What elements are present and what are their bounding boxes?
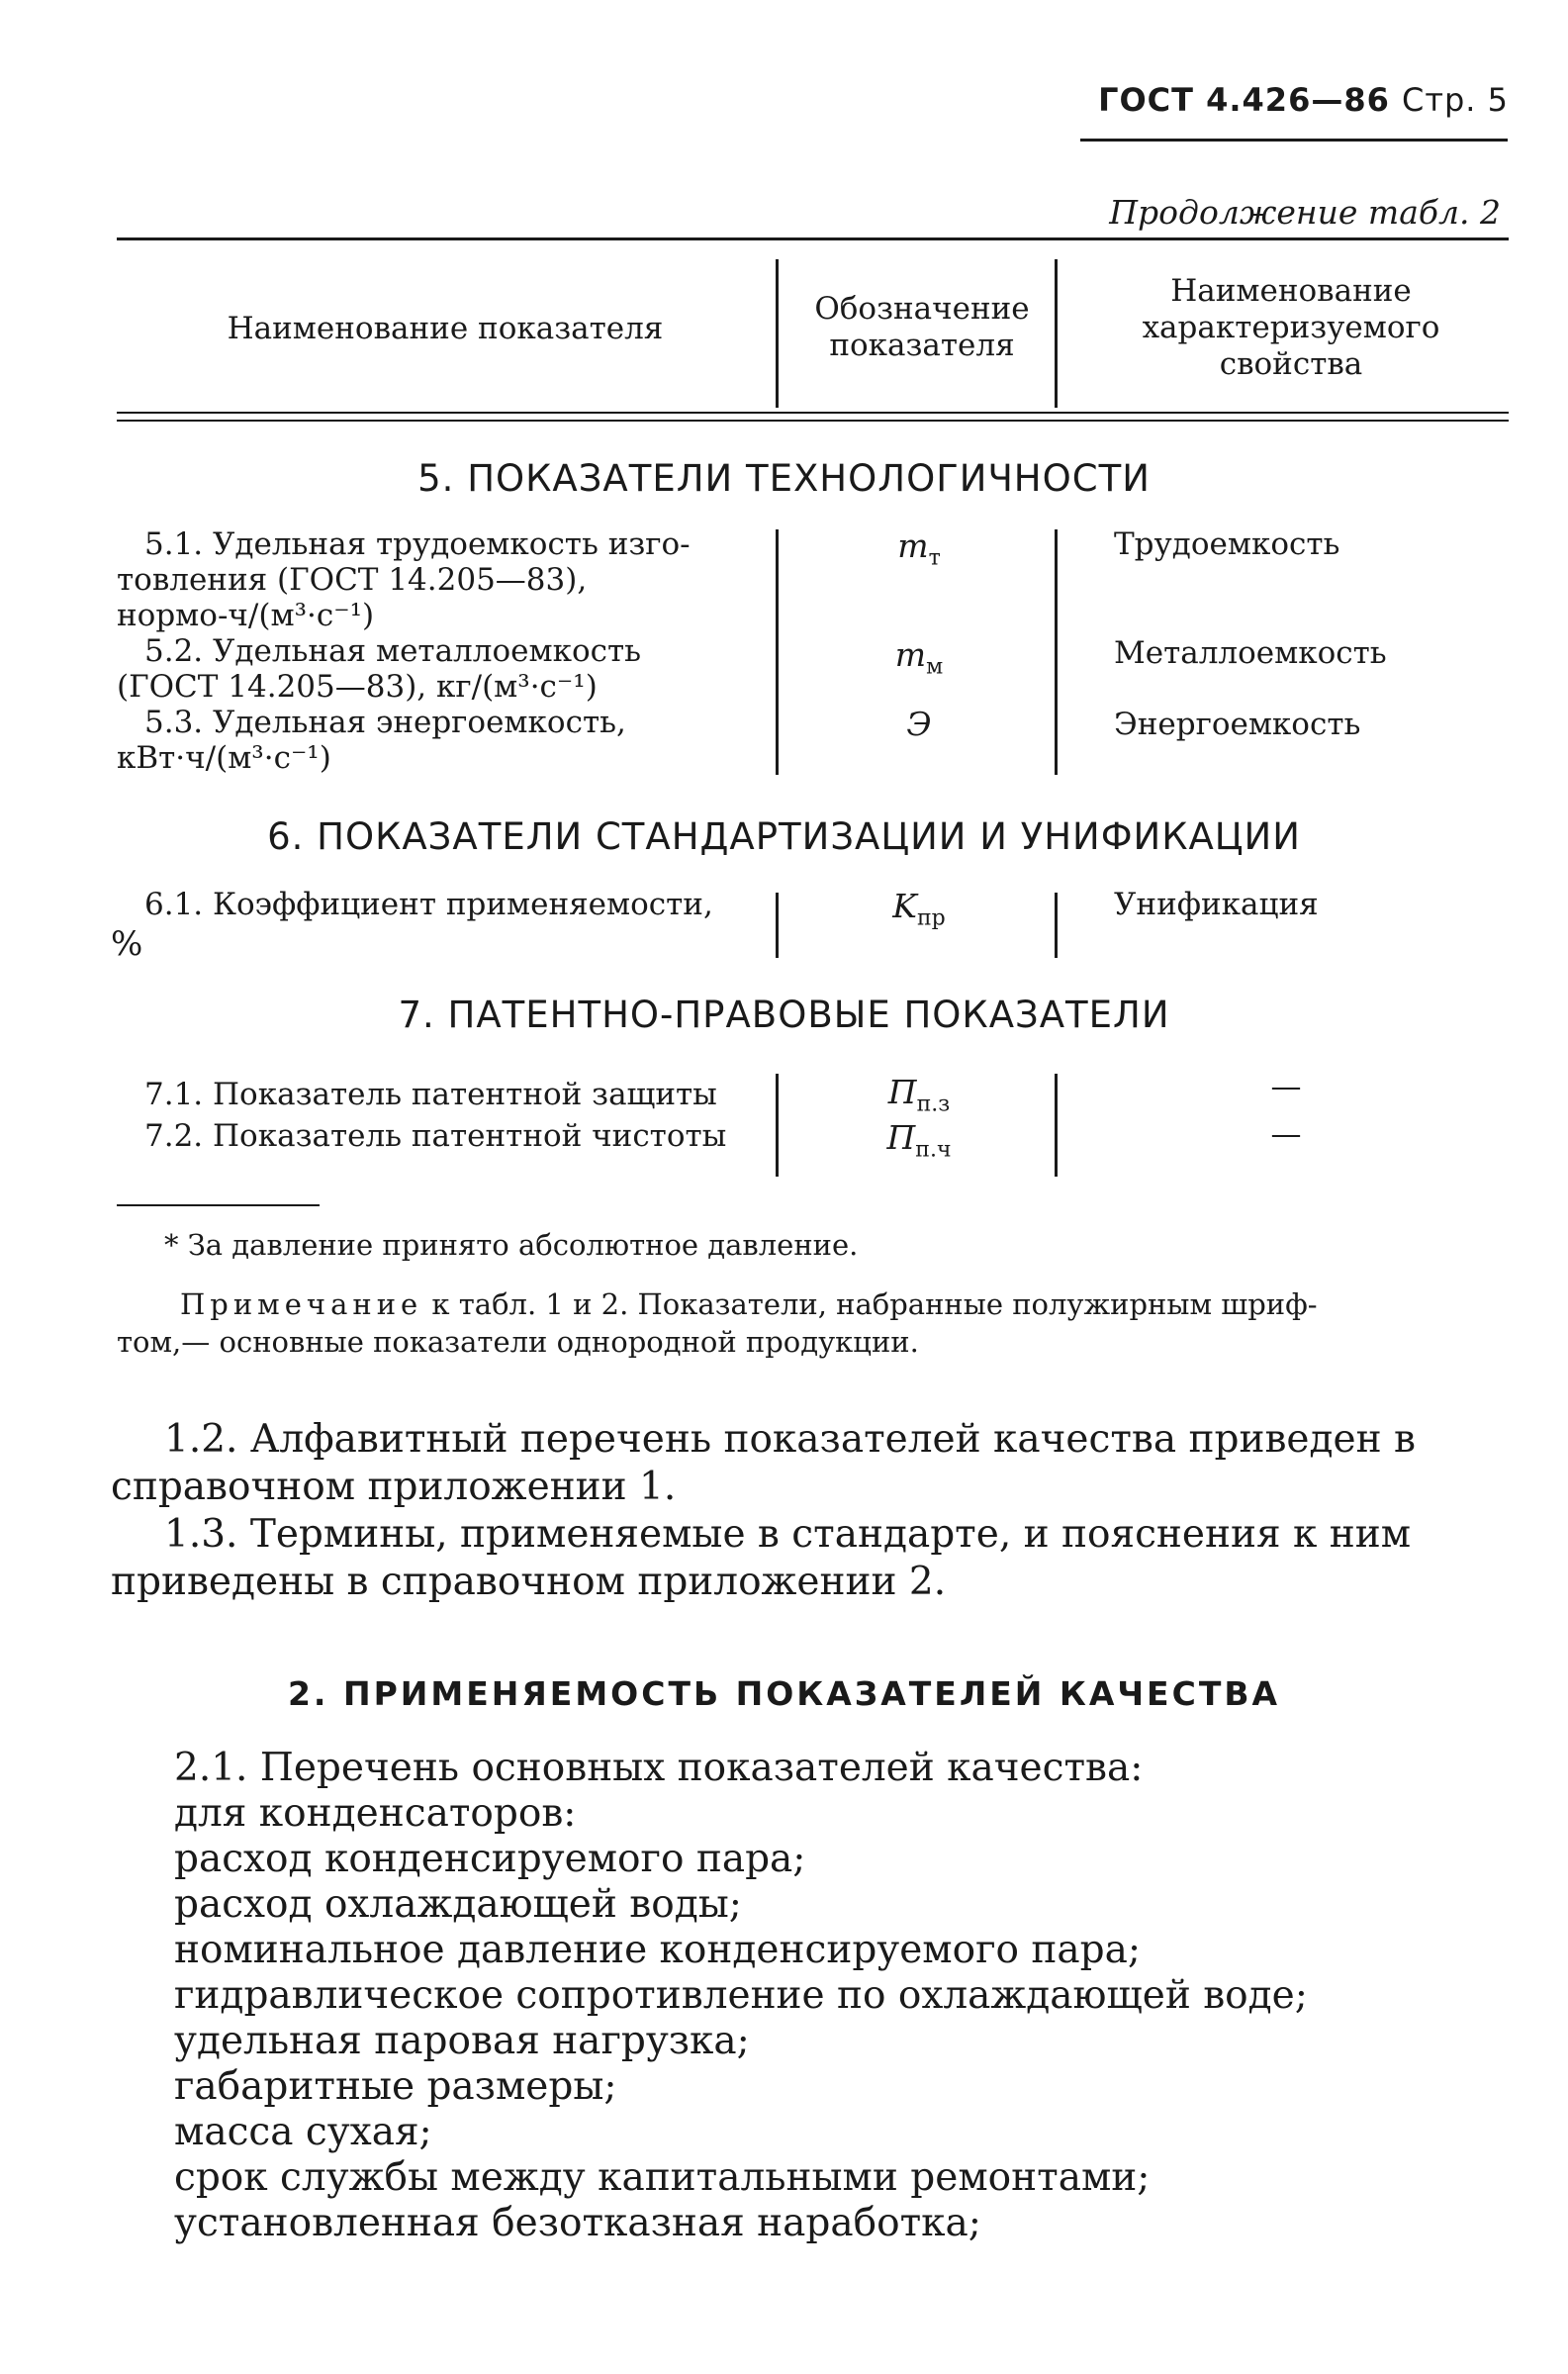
paragraph-line: приведены в справочном приложении 2. xyxy=(111,1560,947,1604)
row-name-line: нормо-ч/(м³·с⁻¹) xyxy=(117,598,375,633)
doc-number: ГОСТ 4.426—86 xyxy=(1098,81,1390,119)
paragraph-line: 1.3. Термины, применяемые в стандарте, и пояснения к ним xyxy=(164,1512,1412,1557)
column-header-symbol: Обозначение показателя xyxy=(814,291,1030,363)
row-property: Металлоемкость xyxy=(1114,635,1387,671)
column-divider xyxy=(776,259,779,408)
row-name-line: 5.1. Удельная трудоемкость изго- xyxy=(144,526,691,562)
footnote: * За давление принято абсолютное давление. xyxy=(164,1228,859,1262)
table-header-rule-2 xyxy=(117,420,1509,422)
list-item: удельная паровая нагрузка; xyxy=(174,2019,750,2063)
footnote-rule xyxy=(117,1204,320,1206)
list-item: расход конденсируемого пара; xyxy=(174,1837,806,1881)
section-title: 5. ПОКАЗАТЕЛИ ТЕХНОЛОГИЧНОСТИ xyxy=(417,457,1151,500)
list-sub-intro: для конденсаторов: xyxy=(174,1791,577,1836)
list-item: гидравлическое сопротивление по охлаждающей воде; xyxy=(174,1973,1308,2018)
section-heading: 2. ПРИМЕНЯЕМОСТЬ ПОКАЗАТЕЛЕЙ КАЧЕСТВА xyxy=(287,1674,1281,1713)
column-divider xyxy=(1055,259,1058,408)
table-note-line: том,— основные показатели однородной продукции. xyxy=(117,1325,919,1359)
table-top-rule xyxy=(117,237,1509,240)
table-continuation-label: Продолжение табл. 2 xyxy=(1109,193,1501,232)
paragraph-line: справочном приложении 1. xyxy=(111,1465,677,1509)
row-symbol: $m_т$ xyxy=(897,526,941,571)
list-item: номинальное давление конденсируемого пара; xyxy=(174,1928,1142,1972)
list-item: масса сухая; xyxy=(174,2110,432,2154)
row-symbol: $П_{п.з}$ xyxy=(887,1073,951,1117)
list-intro: 2.1. Перечень основных показателей качества: xyxy=(174,1746,1144,1790)
table-header-rule-1 xyxy=(117,412,1509,414)
row-property: Унификация xyxy=(1114,887,1319,922)
row-name-line: 5.3. Удельная энергоемкость, xyxy=(144,705,626,740)
row-symbol: Э xyxy=(906,705,932,743)
section-title: 6. ПОКАЗАТЕЛИ СТАНДАРТИЗАЦИИ И УНИФИКАЦИИ xyxy=(267,815,1301,858)
column-header-name: Наименование показателя xyxy=(227,311,664,346)
page-number: Стр. 5 xyxy=(1402,81,1509,119)
list-item: срок службы между капитальными ремонтами; xyxy=(174,2155,1151,2200)
header-rule xyxy=(1080,139,1508,142)
row-name-line: 6.1. Коэффициент применяемости, xyxy=(144,887,713,922)
row-property: — xyxy=(1270,1116,1302,1152)
row-name-line: % xyxy=(111,924,143,964)
row-symbol: $П_{п.ч}$ xyxy=(886,1118,952,1163)
row-name-line: кВт·ч/(м³·с⁻¹) xyxy=(117,740,331,776)
list-item: расход охлаждающей воды; xyxy=(174,1882,742,1927)
row-name-line: товления (ГОСТ 14.205—83), xyxy=(117,562,588,598)
page-header xyxy=(1098,81,1509,119)
row-property: Трудоемкость xyxy=(1114,526,1340,562)
row-name-line: 7.2. Показатель патентной чистоты xyxy=(144,1118,727,1154)
row-name-line: (ГОСТ 14.205—83), кг/(м³·с⁻¹) xyxy=(117,669,598,705)
note-text: к табл. 1 и 2. Показатели, набранные полужирным шриф- xyxy=(422,1287,1318,1321)
note-label: Примечание xyxy=(180,1287,423,1321)
row-property: — xyxy=(1270,1069,1302,1104)
list-item: установленная безотказная наработка; xyxy=(174,2201,981,2245)
row-name-line: 7.1. Показатель патентной защиты xyxy=(144,1077,717,1112)
row-property: Энергоемкость xyxy=(1114,707,1361,742)
paragraph-line: 1.2. Алфавитный перечень показателей качества приведен в xyxy=(164,1417,1416,1462)
row-name-line: 5.2. Удельная металлоемкость xyxy=(144,633,641,669)
row-symbol: $m_м$ xyxy=(894,635,944,680)
list-item: габаритные размеры; xyxy=(174,2064,617,2109)
table-note xyxy=(180,1286,1318,1323)
row-symbol: $K_{пр}$ xyxy=(892,887,946,931)
column-header-property: Наименование характеризуемого свойства xyxy=(1142,273,1440,382)
section-title: 7. ПАТЕНТНО-ПРАВОВЫЕ ПОКАЗАТЕЛИ xyxy=(398,994,1170,1036)
